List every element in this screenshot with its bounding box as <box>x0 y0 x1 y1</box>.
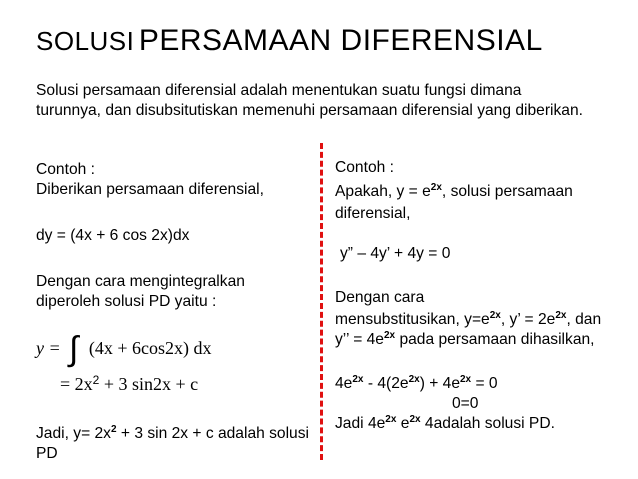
calc-exp-3: 2x <box>460 374 472 385</box>
sub2-a: y’’ = 4e <box>335 331 384 348</box>
left-method-line-1: Dengan cara mengintegralkan <box>36 273 245 290</box>
conclusion-a: Jadi, y= 2x <box>36 425 111 442</box>
right-zero-equals-zero: 0=0 <box>452 395 479 412</box>
right-contoh-label: Contoh : <box>335 159 394 176</box>
right-question-line-1 <box>335 182 573 202</box>
right-substitution-line-1 <box>335 310 601 330</box>
sub-a: mensubstitusikan, y=e <box>335 311 490 328</box>
sub2-b: pada persamaan dihasilkan, <box>395 331 595 348</box>
right-final-line <box>335 414 555 434</box>
right-ode: y” – 4y’ + 4y = 0 <box>340 245 451 262</box>
sub2-exp: 2x <box>383 330 396 341</box>
sub-exp-2: 2x <box>555 310 567 321</box>
title-prefix: SOLUSI <box>36 26 135 56</box>
right-calculation <box>335 374 498 394</box>
calc-a: 4e <box>335 375 353 392</box>
page-title <box>36 24 543 58</box>
final-a: Jadi 4e <box>335 415 386 432</box>
final-exp-1: 2x <box>385 414 397 425</box>
final-b: e <box>396 415 410 432</box>
intro-paragraph <box>36 81 583 121</box>
integral-lhs: y = <box>36 338 61 358</box>
result-exponent: 2 <box>92 373 100 387</box>
intro-line-2: turunnya, dan disubsitutiskan memenuhi persamaan diferensial yang diberikan. <box>36 102 583 119</box>
question-exponent: 2x <box>430 182 442 193</box>
left-method-line-2: diperoleh solusi PD yaitu : <box>36 293 217 310</box>
integral-expression <box>36 330 212 369</box>
left-given-text: Diberikan persamaan diferensial, <box>36 181 264 198</box>
final-exp-2: 2x <box>409 414 421 425</box>
right-question-line-2: diferensial, <box>335 205 411 222</box>
right-method-line-1: Dengan cara <box>335 289 425 306</box>
result-rest: + 3 sin2x + c <box>99 374 199 394</box>
integral-body: (4x + 6cos2x) dx <box>88 338 212 358</box>
integral-sign: ∫ <box>69 330 79 368</box>
result-prefix: = 2x <box>60 374 93 394</box>
question-b: , solusi persamaan <box>441 183 573 200</box>
sub-c: , dan <box>566 311 602 328</box>
calc-exp-1: 2x <box>352 374 364 385</box>
right-substitution-line-2 <box>335 330 595 350</box>
intro-line-1: Solusi persamaan diferensial adalah menentukan suatu fungsi dimana <box>36 82 522 99</box>
sub-exp-1: 2x <box>489 310 501 321</box>
left-contoh-label: Contoh : <box>36 161 95 178</box>
left-conclusion-line-2: PD <box>36 445 58 462</box>
final-c: 4adalah solusi PD. <box>420 415 555 432</box>
column-divider <box>320 143 323 460</box>
calc-exp-2: 2x <box>408 374 420 385</box>
sub-b: , y’ = 2e <box>500 311 556 328</box>
integral-result <box>60 374 198 395</box>
calc-c: ) + 4e <box>419 375 460 392</box>
left-conclusion-line-1 <box>36 424 309 444</box>
left-equation: dy = (4x + 6 cos 2x)dx <box>36 227 190 244</box>
calc-b: - 4(2e <box>363 375 409 392</box>
calc-d: = 0 <box>471 375 498 392</box>
question-a: Apakah, y = e <box>335 183 431 200</box>
conclusion-exponent: 2 <box>110 424 117 435</box>
conclusion-b: + 3 sin 2x + c adalah solusi <box>116 425 309 442</box>
title-main: PERSAMAAN DIFERENSIAL <box>138 24 543 57</box>
